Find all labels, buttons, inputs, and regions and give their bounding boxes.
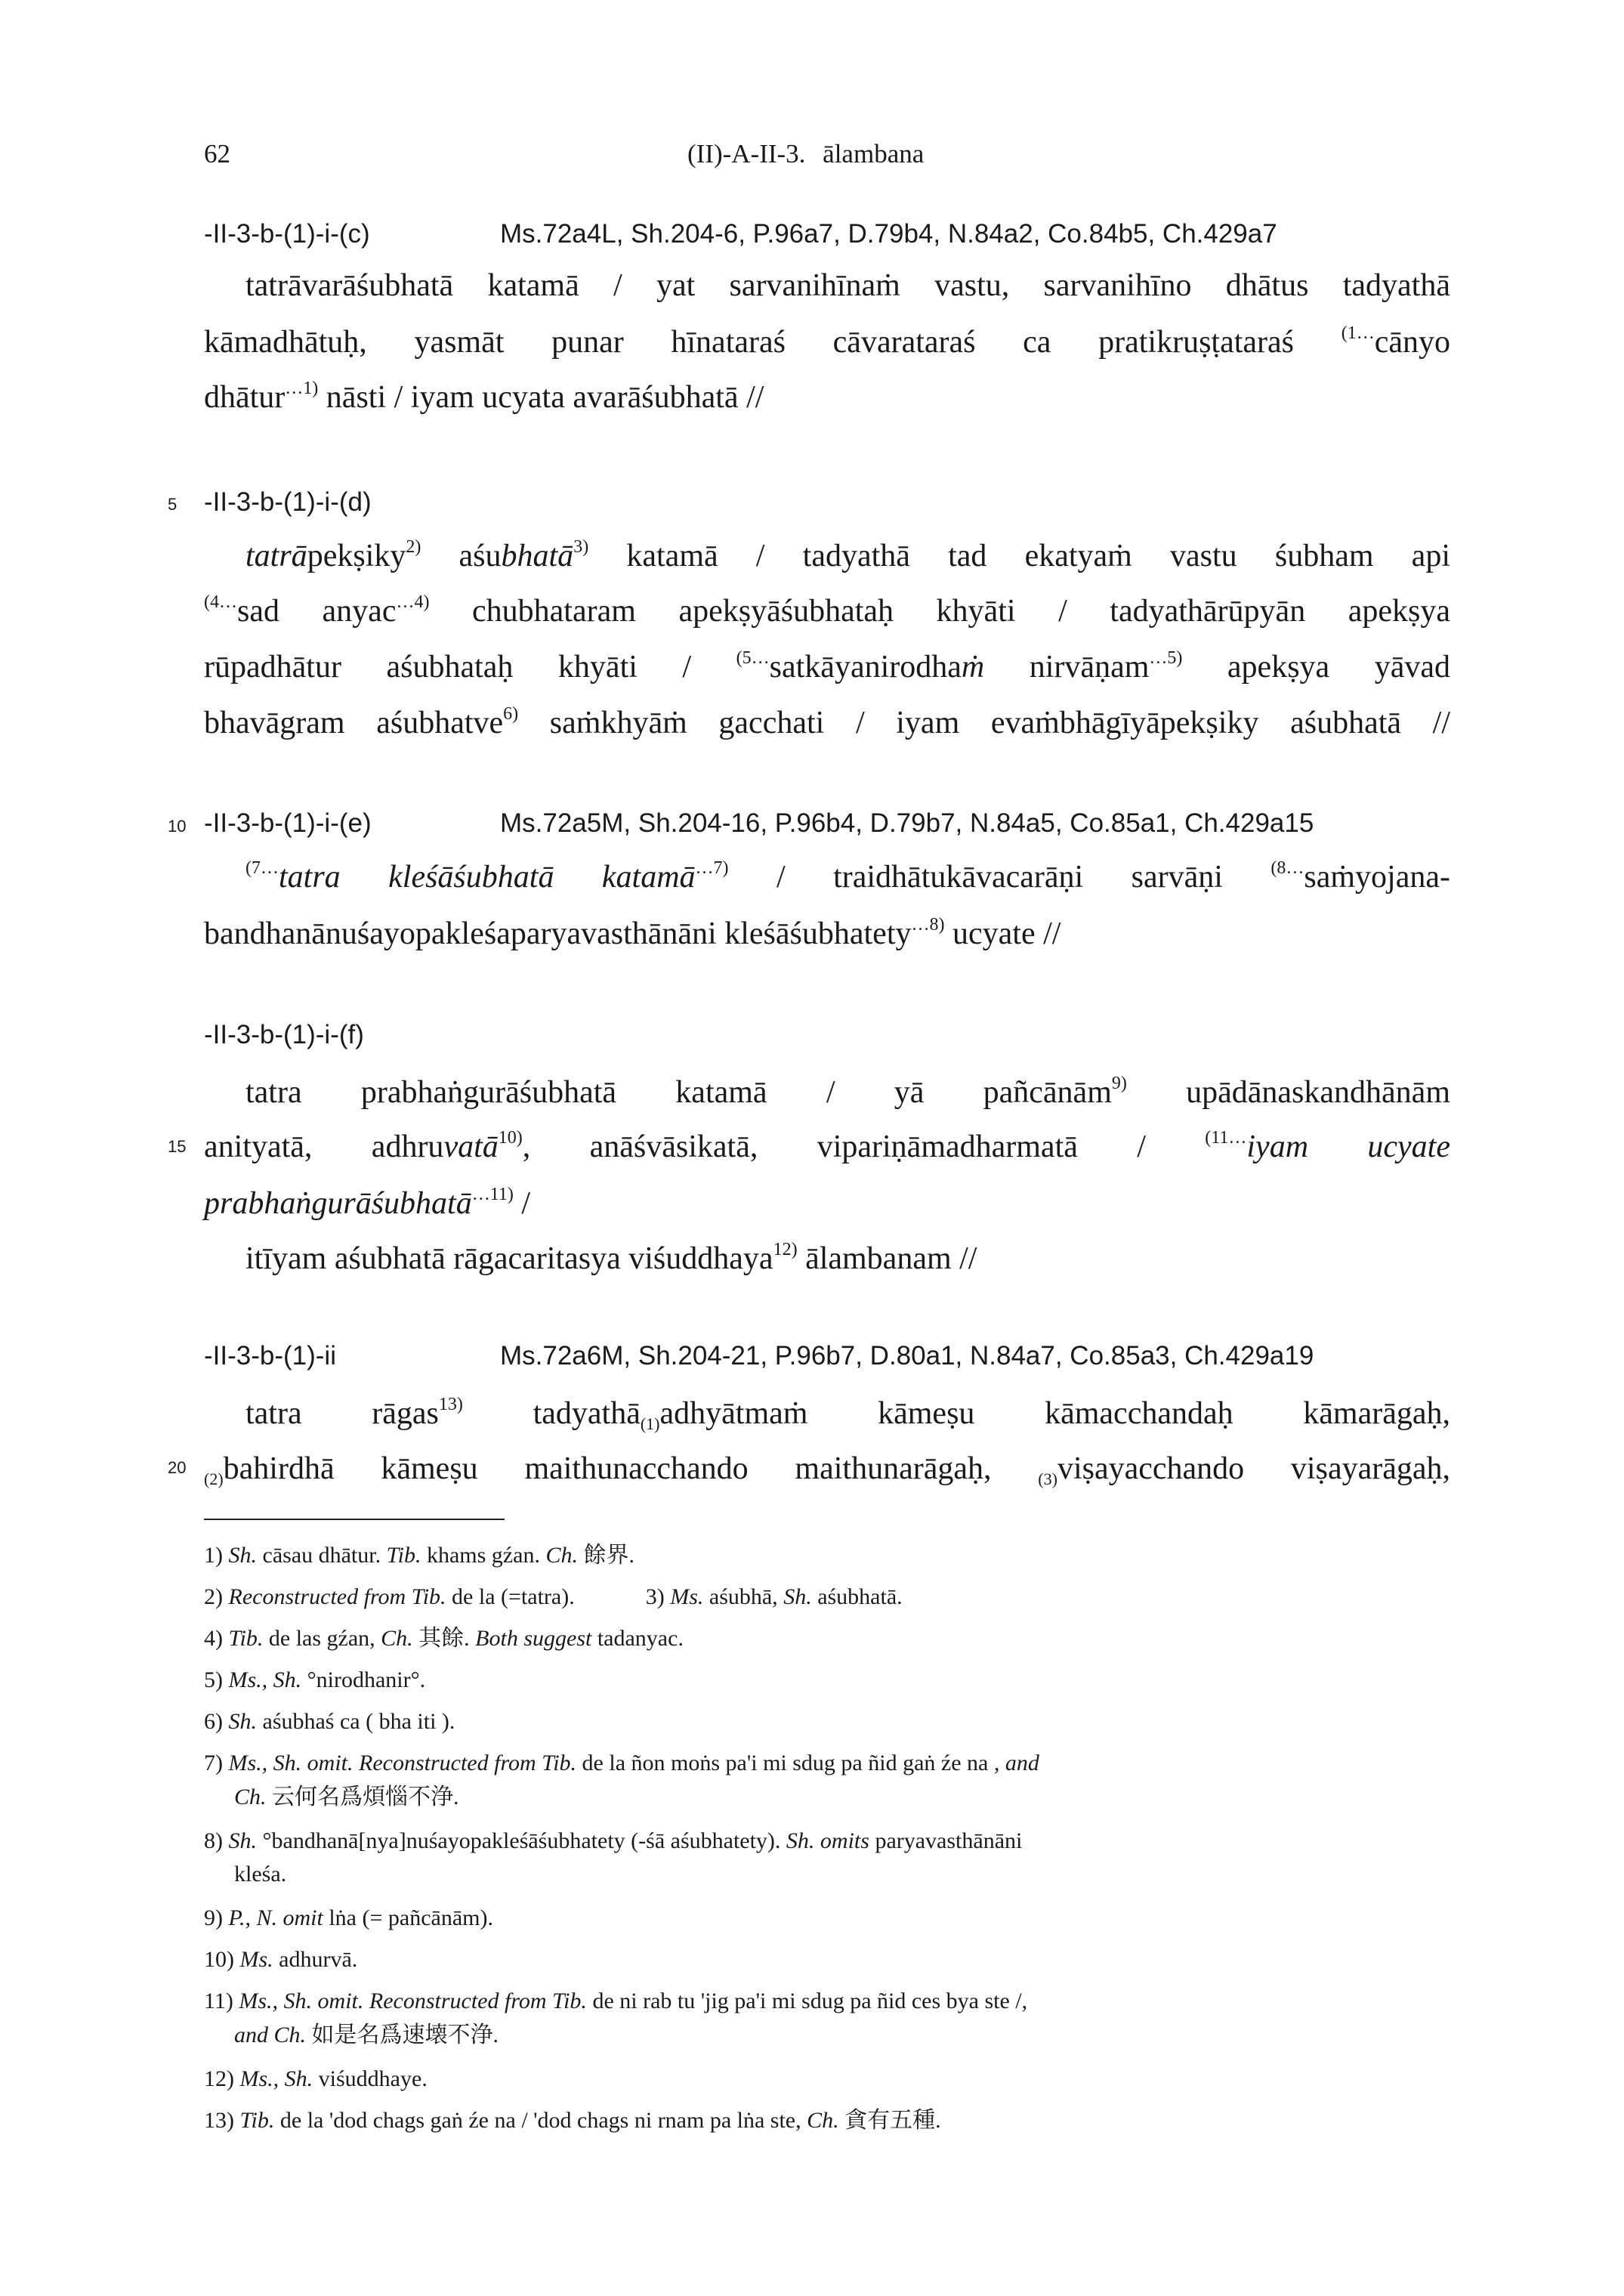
footnote: 11) Ms., Sh. omit. Reconstructed from Tib. de ni rab tu 'jig pa'i mi sdug pa ñid ces bya ste /,	[204, 1989, 1028, 2013]
footnote: Ch. 云何名爲煩惱不浄.	[234, 1785, 459, 1809]
text-line: prabhaṅgurāśubhatā$^{\dots 11)}$ /	[204, 1185, 530, 1221]
running-head	[204, 139, 1450, 177]
footnote: 10) Ms. adhurvā.	[204, 1947, 358, 1972]
section-id: -II-3-b-(1)-i-(f)	[204, 1020, 364, 1049]
section-id: -II-3-b-(1)-i-(e)	[204, 808, 372, 838]
footnote: 4) Tib. de las gźan, Ch. 其餘. Both suggest tadanyac.	[204, 1626, 684, 1651]
line-number: 5	[168, 495, 178, 514]
footnote: 7) Ms., Sh. omit. Reconstructed from Tib. de la ñon moṅs pa'i mi sdug pa ñid gaṅ źe na , and	[204, 1751, 1039, 1775]
text-line: tatrāvarāśubhatā katamā / yat sarvanihīnaṁ vastu, sarvanihīno dhātus tadyathā	[245, 268, 1450, 303]
text-line: rūpadhātur aśubhataḥ khyāti / $^{(5\dots}$satkāyanirodhaṁ nirvāṇam$^{\dots 5)}$ apekṣya yāvad	[204, 648, 1450, 684]
section-id: -II-3-b-(1)-i-(c)	[204, 219, 370, 249]
footnote-rule	[204, 1519, 505, 1520]
section-heading	[204, 808, 1450, 839]
text-line: itīyam aśubhatā rāgacaritasya viśuddhaya$^{12)}$ ālambanam //	[245, 1240, 977, 1276]
section-ref: Ms.72a5M, Sh.204-16, P.96b4, D.79b7, N.84a5, Co.85a1, Ch.429a15	[500, 808, 1314, 838]
text-line: tatra rāgas$^{13)}$ tadyathā$_{(1)}$adhyātmaṁ kāmeṣu kāmacchandaḥ kāmarāgaḥ,	[245, 1395, 1451, 1433]
footnote: 12) Ms., Sh. viśuddhaye.	[204, 2066, 428, 2091]
footnote: 13) Tib. de la 'dod chags gaṅ źe na / 'dod chags ni rnam pa lṅa ste, Ch. 貪有五種.	[204, 2108, 941, 2133]
footnote: 5) Ms., Sh. °nirodhanir°.	[204, 1667, 426, 1692]
text-line: bandhanānuśayopakleśaparyavasthānāni kleśāśubhatety$^{\dots 8)}$ ucyate //	[204, 915, 1061, 951]
section-id: -II-3-b-(1)-ii	[204, 1341, 336, 1370]
section-id: -II-3-b-(1)-i-(d)	[204, 487, 372, 517]
text-line: bhavāgram aśubhatve$^{6)}$ saṁkhyāṁ gacchati / iyam evaṁbhāgīyāpekṣiky aśubhatā //	[204, 704, 1450, 740]
footnote: 8) Sh. °bandhanā[nya]nuśayopakleśāśubhatety (-śā aśubhatety). Sh. omits paryavasthānāni	[204, 1828, 1023, 1853]
text-line: $^{(4\dots}$sad anyac$^{\dots 4)}$ chubhataram apekṣyāśubhataḥ khyāti / tadyathārūpyān apekṣya	[204, 592, 1451, 629]
section-ref: Ms.72a6M, Sh.204-21, P.96b7, D.80a1, N.84a7, Co.85a3, Ch.429a19	[500, 1341, 1314, 1370]
text-line: dhātur$^{\dots 1)}$ nāsti / iyam ucyata avarāśubhatā //	[204, 379, 764, 415]
section-heading	[204, 219, 1450, 249]
section-heading	[204, 1020, 1450, 1050]
footnote: 6) Sh. aśubhaś ca ( bha iti ).	[204, 1709, 455, 1734]
page-number: 62	[204, 139, 230, 168]
text-line: $^{(7\dots}$tatra kleśāśubhatā katamā$^{\dots 7)}$ / traidhātukāvacarāṇi sarvāṇi $^{(8\dots}$saṁyojana-	[245, 858, 1450, 895]
text-line: tatra prabhaṅgurāśubhatā katamā / yā pañcānām$^{9)}$ upādānaskandhānām	[245, 1074, 1450, 1110]
text-line: kāmadhātuḥ, yasmāt punar hīnataraś cāvarataraś ca pratikruṣṭataraś $^{(1\dots}$cānyo	[204, 323, 1450, 360]
footnote: kleśa.	[234, 1862, 287, 1887]
text-line: tatrāpekṣiky$^{2)}$ aśubhatā$^{3)}$ katamā / tadyathā tad ekatyaṁ vastu śubham api	[245, 537, 1450, 573]
line-number: 15	[168, 1137, 187, 1156]
text-line: anityatā, adhruvatā$^{10)}$, anāśvāsikatā, vipariṇāmadharmatā / $^{(11\dots}$iyam ucyate	[204, 1128, 1450, 1164]
section-heading	[204, 487, 1450, 518]
section-ref: Ms.72a4L, Sh.204-6, P.96a7, D.79b4, N.84a2, Co.84b5, Ch.429a7	[500, 219, 1277, 249]
footnote: 9) P., N. omit lṅa (= pañcānām).	[204, 1905, 493, 1930]
footnote: and Ch. 如是名爲速壊不浄.	[234, 2023, 499, 2047]
footnote: 2) Reconstructed from Tib. de la (=tatra). 3) Ms. aśubhā, Sh. aśubhatā.	[204, 1584, 903, 1609]
text-line: $_{(2)}$bahirdhā kāmeṣu maithunacchando maithunarāgaḥ, $_{(3)}$viṣayacchando viṣayarāgaḥ,	[204, 1451, 1451, 1488]
running-title: (II)-A-II-3. ālambana	[687, 139, 925, 168]
section-heading	[204, 1341, 1450, 1371]
line-number: 10	[168, 817, 187, 836]
line-number: 20	[168, 1458, 187, 1477]
footnote: 1) Sh. cāsau dhātur. Tib. khams gźan. Ch. 餘界.	[204, 1543, 634, 1568]
